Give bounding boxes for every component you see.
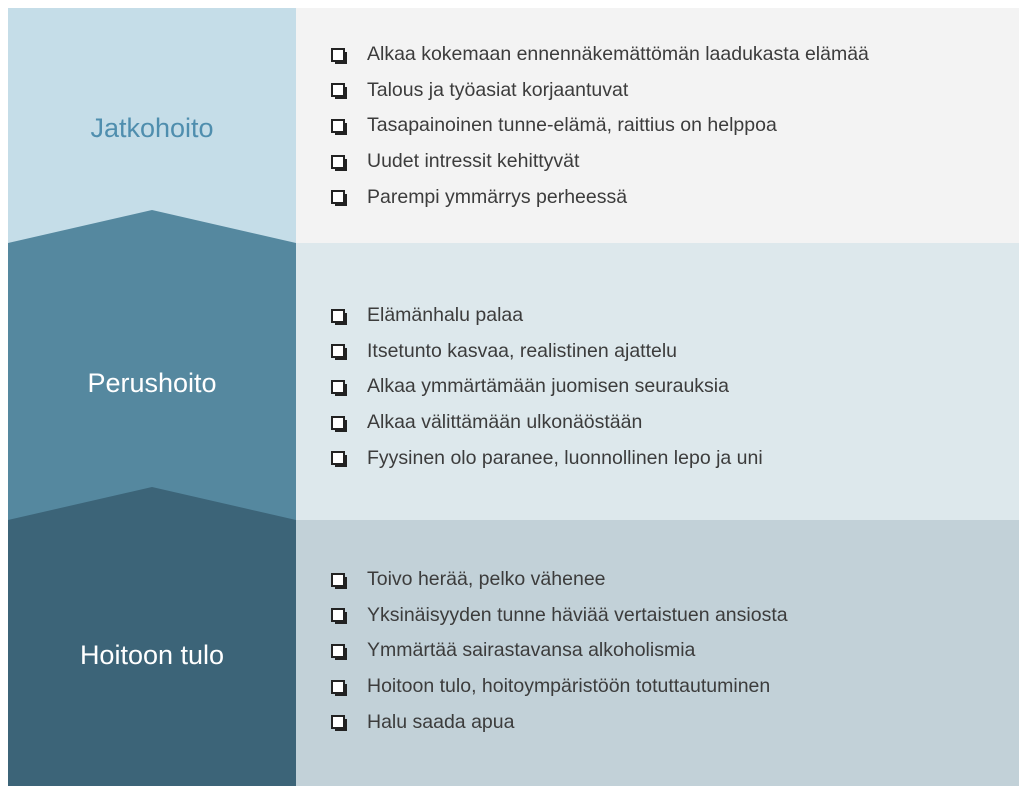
perushoito-panel <box>8 210 296 520</box>
item-text: Alkaa välittämään ulkonäöstään <box>367 411 643 434</box>
list-item <box>326 37 869 73</box>
checkbox-icon <box>331 83 345 97</box>
item-text: Parempi ymmärrys perheessä <box>367 185 628 208</box>
hoitoon-tulo-item-list <box>326 562 788 740</box>
checkbox-icon <box>331 451 345 465</box>
item-text: Hoitoon tulo, hoitoympäristöön totuttautuminen <box>367 675 771 698</box>
item-text: Uudet intressit kehittyvät <box>367 150 580 173</box>
stage-label-perushoito: Perushoito <box>87 368 217 398</box>
checkbox-icon <box>331 680 345 694</box>
list-item <box>326 598 788 634</box>
list-item <box>326 298 763 334</box>
item-text: Yksinäisyyden tunne häviää vertaistuen ansiosta <box>367 603 788 626</box>
list-item <box>326 405 763 441</box>
checkbox-icon <box>331 715 345 729</box>
checkbox-icon <box>331 573 345 587</box>
checkbox-icon <box>331 155 345 169</box>
checkbox-icon <box>331 119 345 133</box>
checkbox-icon <box>331 48 345 62</box>
checkbox-icon <box>331 309 345 323</box>
item-text: Toivo herää, pelko vähenee <box>367 568 606 591</box>
list-item <box>326 562 788 598</box>
item-text: Itsetunto kasvaa, realistinen ajattelu <box>367 339 678 362</box>
list-item <box>326 108 869 144</box>
list-item <box>326 704 788 740</box>
list-item <box>326 144 869 180</box>
item-text: Tasapainoinen tunne-elämä, raittius on helppoa <box>367 114 777 137</box>
checkbox-icon <box>331 190 345 204</box>
checkbox-icon <box>331 608 345 622</box>
list-item <box>326 179 869 215</box>
checkbox-icon <box>331 644 345 658</box>
checkbox-icon <box>331 416 345 430</box>
list-item <box>326 440 763 476</box>
stage-label-jatkohoito: Jatkohoito <box>90 113 214 143</box>
perushoito-item-list <box>326 298 763 476</box>
checkbox-icon <box>331 344 345 358</box>
item-text: Alkaa ymmärtämään juomisen seurauksia <box>367 375 729 398</box>
checkbox-icon <box>331 380 345 394</box>
stage-label-hoitoon-tulo: Hoitoon tulo <box>79 640 225 670</box>
item-text: Elämänhalu palaa <box>367 304 524 327</box>
item-text: Talous ja työasiat korjaantuvat <box>367 78 629 101</box>
list-item <box>326 633 788 669</box>
item-text: Halu saada apua <box>367 710 515 733</box>
list-item <box>326 369 763 405</box>
item-text: Alkaa kokemaan ennennäkemättömän laadukasta elämää <box>367 43 869 66</box>
list-item <box>326 73 869 109</box>
list-item <box>326 334 763 370</box>
list-item <box>326 669 788 705</box>
hoitoon-tulo-panel <box>8 487 296 786</box>
jatkohoito-item-list <box>326 37 869 215</box>
item-text: Ymmärtää sairastavansa alkoholismia <box>367 639 696 662</box>
item-text: Fyysinen olo paranee, luonnollinen lepo ja uni <box>367 446 763 469</box>
